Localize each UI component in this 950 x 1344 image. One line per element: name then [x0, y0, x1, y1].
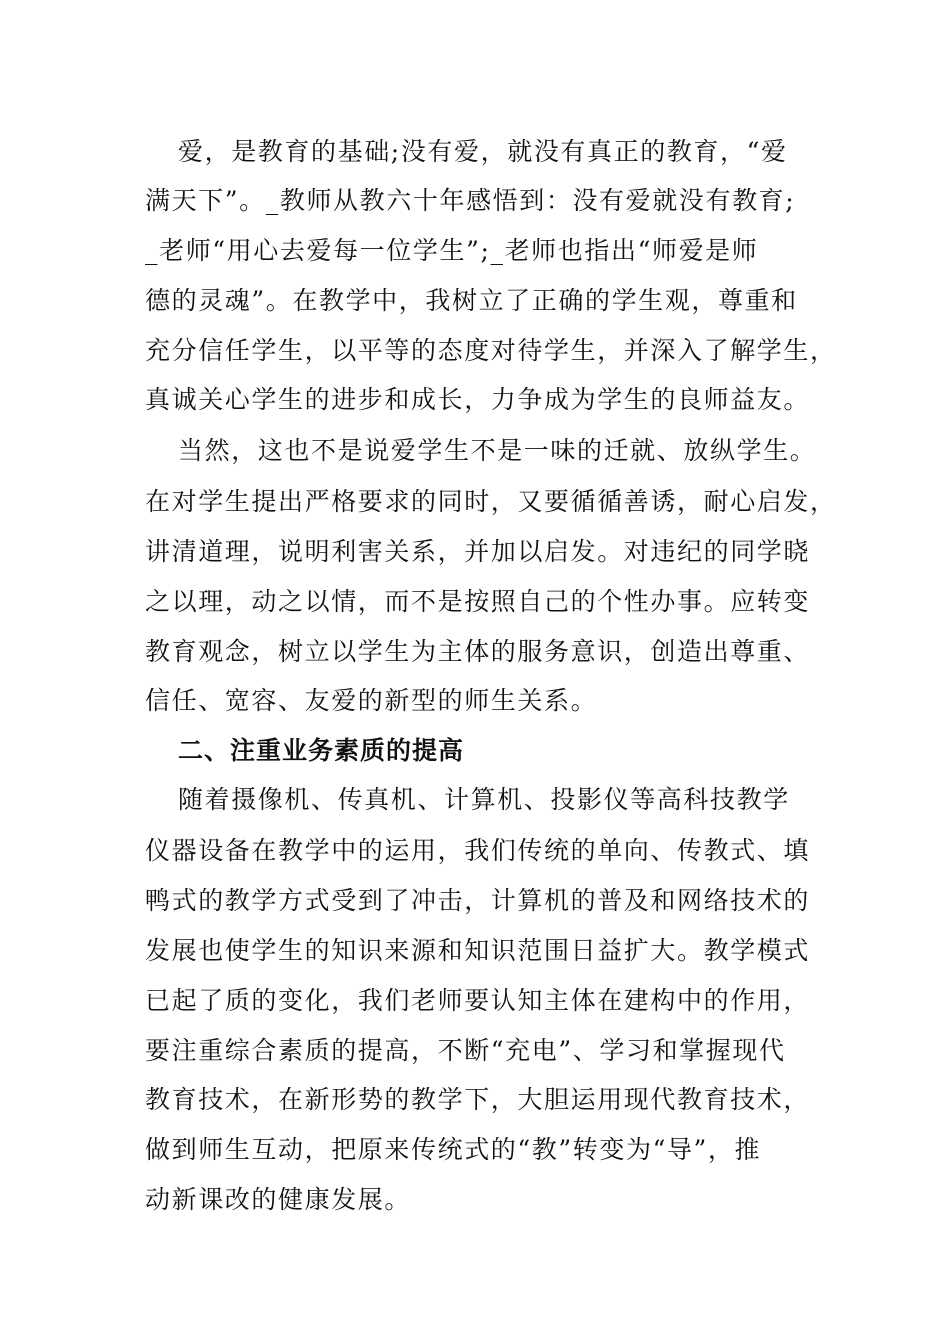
paragraph-2-line-1: 当然，这也不是说爱学生不是一味的迁就、放纵学生。 [178, 436, 817, 465]
paragraph-1-line-1: 爱，是教育的基础;没有爱，就没有真正的教育，“爱 [178, 137, 788, 166]
paragraph-1-line-5: 充分信任学生，以平等的态度对待学生，并深入了解学生， [145, 336, 837, 365]
paragraph-2-line-6: 信任、宽容、友爱的新型的师生关系。 [145, 686, 598, 715]
paragraph-3-line-1: 随着摄像机、传真机、计算机、投影仪等高科技教学 [178, 785, 790, 814]
paragraph-1-line-2: 满天下”。_教师从教六十年感悟到：没有爱就没有教育; [145, 186, 796, 215]
paragraph-3-line-8: 做到师生互动，把原来传统式的“教”转变为“导”，推 [145, 1135, 762, 1164]
paragraph-1-line-4: 德的灵魂”。在教学中，我树立了正确的学生观，尊重和 [145, 286, 798, 315]
paragraph-3-line-4: 发展也使学生的知识来源和知识范围日益扩大。教学模式 [145, 936, 811, 965]
paragraph-1-line-3: _老师“用心去爱每一位学生”;_老师也指出“师爱是师 [145, 236, 759, 265]
paragraph-3-line-7: 教育技术，在新形势的教学下，大胆运用现代教育技术， [145, 1085, 811, 1114]
paragraph-3-line-2: 仪器设备在教学中的运用，我们传统的单向、传教式、填 [145, 836, 811, 865]
paragraph-2-line-2: 在对学生提出严格要求的同时，又要循循善诱，耐心启发， [145, 487, 837, 516]
paragraph-3-line-6: 要注重综合素质的提高，不断“充电”、学习和掌握现代 [145, 1036, 786, 1065]
paragraph-2-line-4: 之以理，动之以情，而不是按照自己的个性办事。应转变 [145, 587, 811, 616]
paragraph-3-line-9: 动新课改的健康发展。 [145, 1185, 412, 1214]
paragraph-3-line-5: 已起了质的变化，我们老师要认知主体在建构中的作用， [145, 986, 811, 1015]
paragraph-1-line-6: 真诚关心学生的进步和成长，力争成为学生的良师益友。 [145, 385, 811, 414]
paragraph-2-line-5: 教育观念，树立以学生为主体的服务意识，创造出尊重、 [145, 637, 811, 666]
paragraph-2-line-3: 讲清道理，说明利害关系，并加以启发。对违纪的同学晓 [145, 537, 811, 566]
paragraph-3-line-3: 鸭式的教学方式受到了冲击，计算机的普及和网络技术的 [145, 886, 811, 915]
section-heading: 二、注重业务素质的提高 [178, 736, 465, 765]
